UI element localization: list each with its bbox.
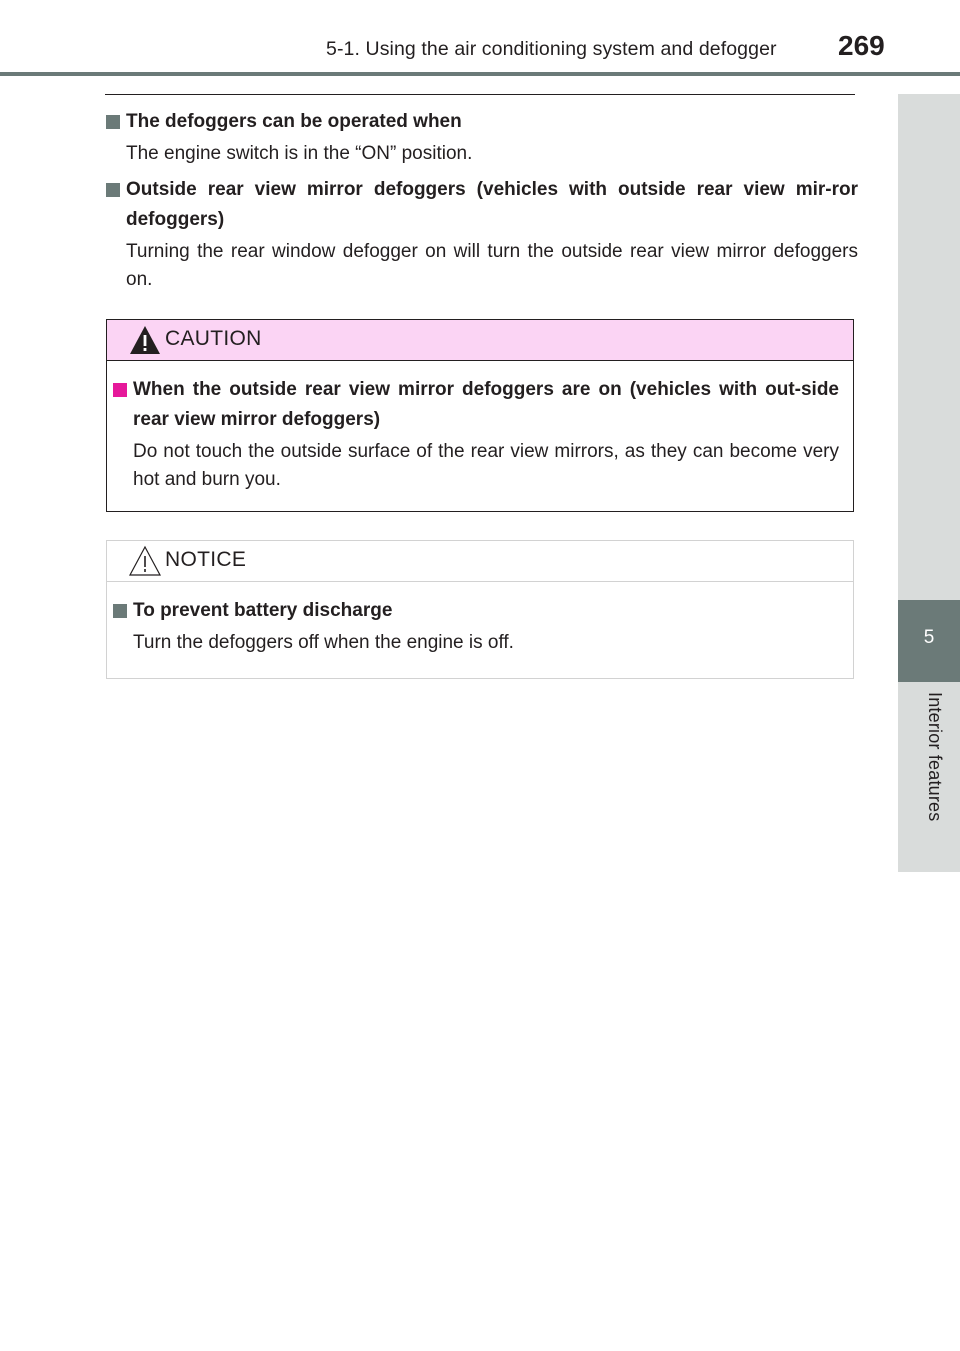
chapter-number: 5 — [923, 627, 935, 648]
section-heading-text: Outside rear view mirror defoggers (vehicles with outside rear view mir-ror defoggers) — [126, 179, 858, 230]
caution-heading — [113, 375, 839, 435]
bullet-square-icon — [106, 115, 120, 129]
section-title: 5-1. Using the air conditioning system and defogger — [326, 38, 777, 60]
caution-heading-text: When the outside rear view mirror defoggers are on (vehicles with out-side rear view mirror defoggers) — [133, 379, 839, 430]
section-body: Turning the rear window defogger on will turn the outside rear view mirror defoggers on. — [126, 241, 858, 290]
section-heading — [106, 107, 858, 137]
content-divider — [105, 94, 855, 95]
caution-label: CAUTION — [165, 327, 262, 350]
header-divider — [0, 72, 960, 76]
section-mirror-defoggers — [106, 175, 858, 294]
section-body: The engine switch is in the “ON” position. — [126, 143, 473, 164]
section-heading — [106, 175, 858, 235]
caution-box — [106, 319, 854, 512]
notice-header — [107, 541, 853, 582]
bullet-square-icon — [113, 604, 127, 618]
chapter-label: Interior features — [925, 692, 945, 822]
bullet-square-icon — [113, 383, 127, 397]
warning-triangle-outline-icon — [127, 544, 163, 578]
section-heading-text: The defoggers can be operated when — [126, 111, 462, 132]
page-number: 269 — [838, 30, 885, 61]
notice-label: NOTICE — [165, 548, 247, 571]
bullet-square-icon — [106, 183, 120, 197]
notice-box — [106, 540, 854, 679]
section-defoggers-operation — [106, 107, 858, 168]
notice-heading-text: To prevent battery discharge — [133, 600, 393, 621]
notice-content — [107, 582, 853, 657]
notice-body: Turn the defoggers off when the engine is off. — [133, 632, 514, 653]
caution-header — [107, 320, 853, 361]
caution-body: Do not touch the outside surface of the rear view mirrors, as they can become very hot and burn you. — [133, 441, 839, 490]
caution-content — [107, 361, 853, 494]
warning-triangle-filled-icon — [127, 323, 163, 357]
side-tab-background-upper — [898, 94, 960, 600]
notice-heading — [113, 596, 839, 626]
